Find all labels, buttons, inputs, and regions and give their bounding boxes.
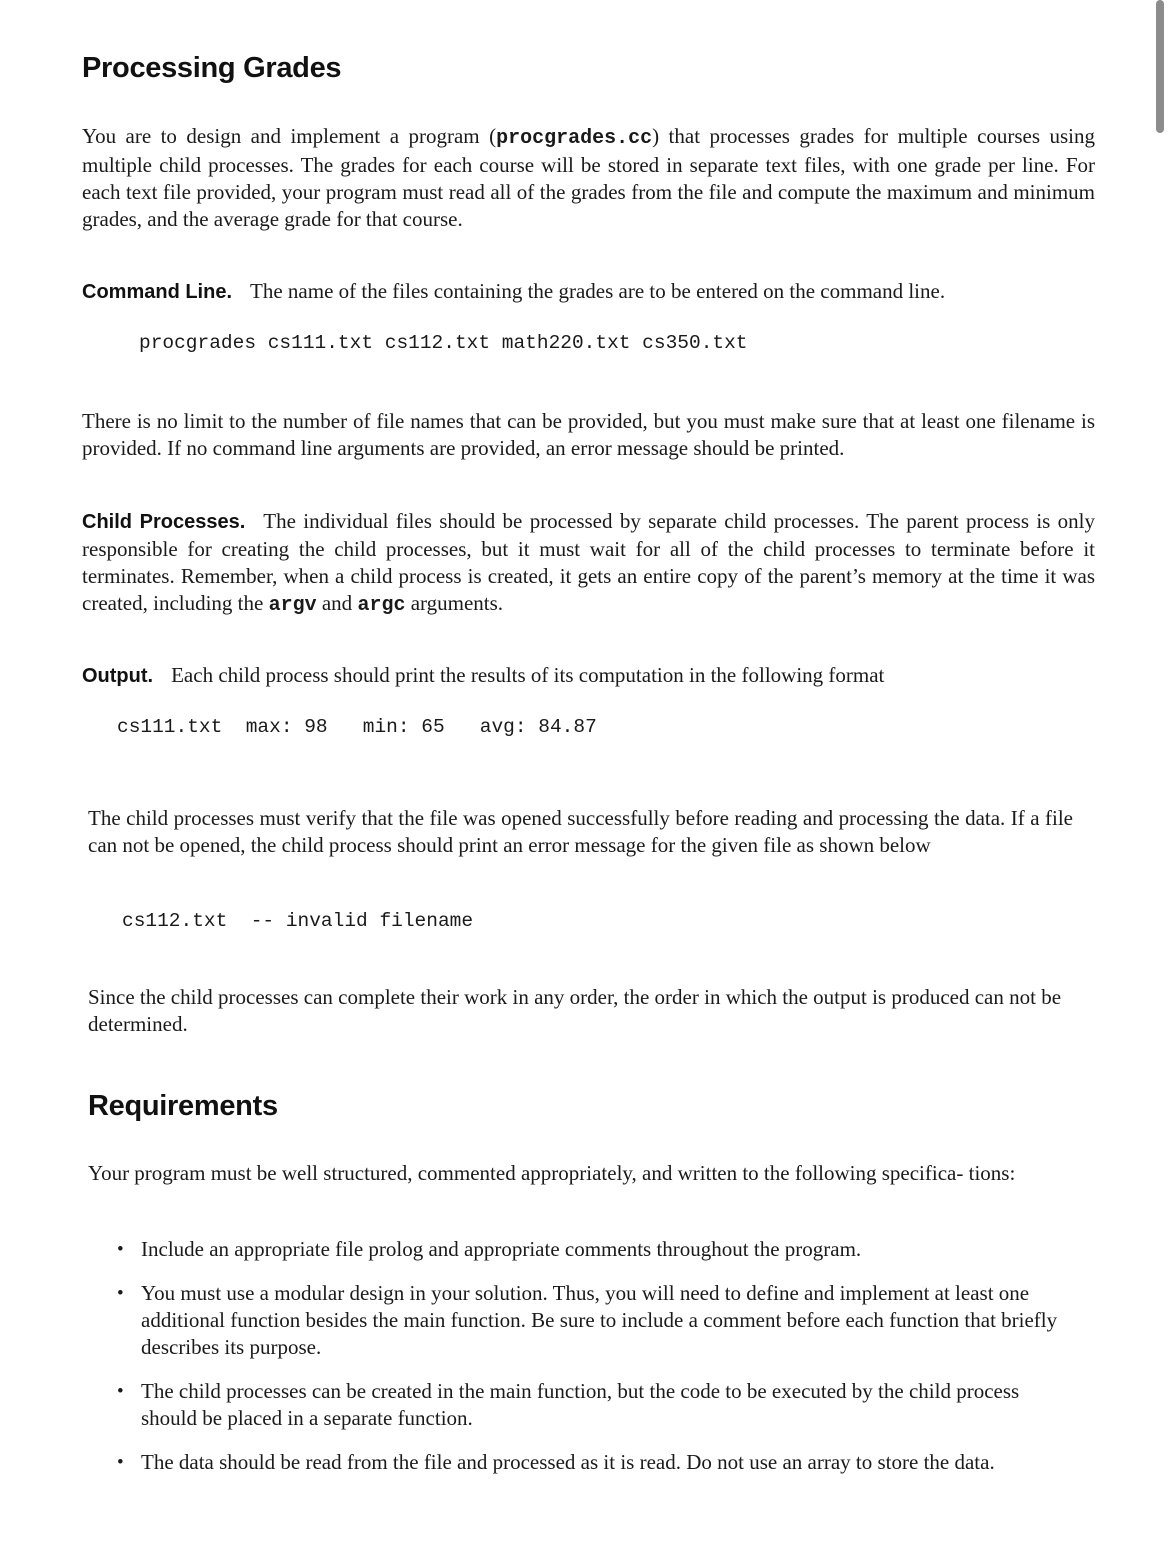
intro-text-start: You are to design and implement a program ( xyxy=(82,124,497,148)
requirements-intro: Your program must be well structured, commented appropriately, and written to the following specifica- tions: xyxy=(88,1161,1016,1185)
argc-code: argc xyxy=(357,594,406,617)
output-heading: Output. xyxy=(82,665,154,687)
list-item-text: Include an appropriate file prolog and appropriate comments throughout the program. xyxy=(141,1237,862,1261)
scrollbar-thumb[interactable] xyxy=(1156,0,1164,133)
page-title: Processing Grades xyxy=(82,52,342,84)
argv-code: argv xyxy=(268,594,317,617)
list-item xyxy=(112,1236,1074,1263)
requirements-title: Requirements xyxy=(88,1090,278,1122)
child-processes-heading: Child Processes. xyxy=(82,511,246,533)
output-paragraph xyxy=(82,662,1095,690)
bullet-icon: • xyxy=(117,1239,124,1260)
list-item-text: You must use a modular design in your solution. Thus, you will need to define and implement at least one additional function besides the main function. Be sure to include a comment before each function that briefly describes its purpose. xyxy=(141,1281,1058,1359)
list-item xyxy=(112,1449,1074,1476)
child-processes-text-end: arguments. xyxy=(405,591,504,615)
command-line-text: The name of the files containing the grades are to be entered on the command line. xyxy=(250,279,946,303)
child-processes-text-mid: and xyxy=(316,591,358,615)
filename-limit-paragraph: There is no limit to the number of file names that can be provided, but you must make sure that at least one filename is provided. If no command line arguments are provided, an error message should be printed. xyxy=(82,409,1095,460)
bullet-icon: • xyxy=(117,1283,124,1304)
verify-paragraph: The child processes must verify that the file was opened successfully before reading and processing the data. If a file can not be opened, the child process should print an error message for the given file as shown below xyxy=(88,806,1073,857)
child-processes-text-start: The individual files should be processed by separate child processes. The parent process is only responsible for creating the child processes, but it must wait for all of the child processes to terminate before it terminates. Remember, when a child process is created, it gets an entire copy of the parent’s memory at the time it was created, including the xyxy=(82,509,1095,615)
program-filename: procgrades.cc xyxy=(496,127,653,150)
list-item xyxy=(112,1280,1074,1361)
command-line-heading: Command Line. xyxy=(82,281,233,303)
list-item xyxy=(112,1378,1074,1432)
intro-text-end: ) that processes grades for multiple courses using multiple child processes. The grades for each course will be stored in separate text files, with one grade per line. For each text file provided, your program must read all of the grades from the file and compute the maximum and minimum grades, and the average grade for that course. xyxy=(82,124,1096,231)
order-note-paragraph: Since the child processes can complete their work in any order, the order in which the output is produced can not be determined. xyxy=(88,985,1062,1036)
list-item-text: The child processes can be created in the main function, but the code to be executed by the child process should be placed in a separate function. xyxy=(141,1379,1020,1430)
bullet-icon: • xyxy=(117,1381,124,1402)
list-item-text: The data should be read from the file and processed as it is read. Do not use an array to store the data. xyxy=(141,1450,995,1474)
intro-paragraph xyxy=(82,123,1095,233)
command-example: procgrades cs111.txt cs112.txt math220.txt cs350.txt xyxy=(139,332,748,354)
output-example: cs111.txt max: 98 min: 65 avg: 84.87 xyxy=(117,716,597,738)
error-example: cs112.txt -- invalid filename xyxy=(122,910,474,932)
child-processes-paragraph xyxy=(82,508,1095,619)
requirements-list xyxy=(112,1236,1074,1493)
bullet-icon: • xyxy=(117,1452,124,1473)
output-text: Each child process should print the results of its computation in the following format xyxy=(171,663,885,687)
command-line-paragraph xyxy=(82,278,1095,306)
